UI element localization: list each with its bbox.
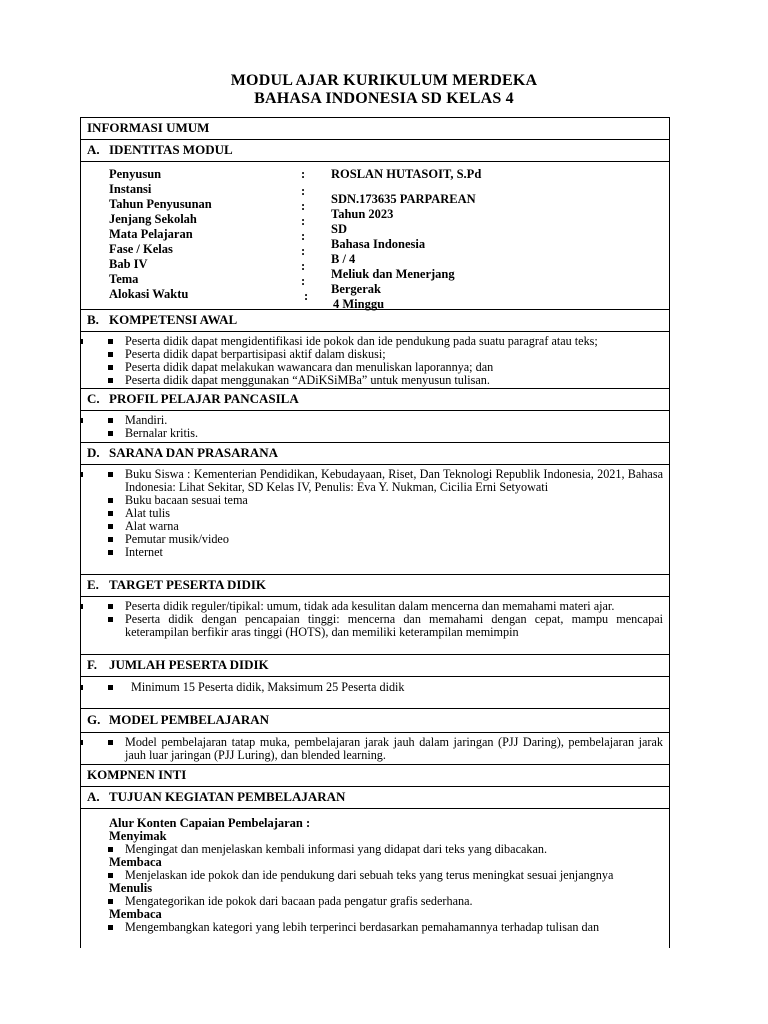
list-item: Peserta didik dapat menggunakan “ADiKSiMBa” untuk menyusun tulisan.: [81, 374, 669, 387]
identity-colon: :: [304, 289, 309, 303]
informasi-umum-header: [81, 118, 669, 140]
identity-colon: :: [301, 214, 306, 228]
kompetensi-list: [81, 335, 669, 387]
identity-label-penyusun: Penyusun: [109, 167, 162, 181]
list-item: Peserta didik dapat berpartisipasi aktif dalam diskusi;: [81, 348, 669, 361]
jumlah-list: [81, 681, 669, 694]
model-header: [81, 709, 669, 733]
jumlah-content: [81, 677, 669, 709]
identitas-content: [81, 162, 669, 310]
identity-label-jenjang: Jenjang Sekolah: [109, 212, 197, 226]
sarana-letter: D.: [87, 445, 100, 460]
list-item: Alat warna: [81, 520, 669, 533]
jumlah-header: [81, 655, 669, 677]
identity-value-tema: Meliuk dan Menerjang: [331, 267, 455, 281]
identity-label-tema: Tema: [109, 272, 139, 286]
identity-colon: :: [301, 244, 306, 258]
identitas-header: [81, 140, 669, 162]
profil-letter: C.: [87, 391, 100, 406]
identity-colon: :: [301, 199, 306, 213]
list-item: Mandiri.: [81, 414, 669, 427]
komponen-inti-label: KOMPNEN INTI: [87, 767, 187, 782]
target-content: [81, 597, 669, 655]
sarana-header: [81, 443, 669, 465]
identity-value-mapel: Bahasa Indonesia: [331, 237, 426, 251]
membaca-2-list: [81, 921, 663, 934]
list-item: Model pembelajaran tatap muka, pembelajaran jarak jauh dalam jaringan (PJJ Daring), pembelajaran jarak jauh luar jaringan (PJJ Luring), dan blended learning.: [81, 736, 669, 762]
identity-label-fase: Fase / Kelas: [109, 242, 173, 256]
profil-label: PROFIL PELAJAR PANCASILA: [109, 391, 299, 406]
list-item: Minimum 15 Peserta didik, Maksimum 25 Peserta didik: [81, 681, 669, 694]
target-header: [81, 575, 669, 597]
identity-label-alokasi: Alokasi Waktu: [109, 287, 189, 301]
list-item: Menjelaskan ide pokok dan ide pendukung dari sebuah teks yang terus meningkat sesuai jenjangnya: [81, 869, 663, 882]
tujuan-content: [81, 809, 669, 934]
subheading-menulis: Menulis: [109, 881, 153, 895]
model-letter: G.: [87, 712, 101, 727]
komponen-inti-header: [81, 765, 669, 787]
identity-value-penyusun: ROSLAN HUTASOIT, S.Pd: [331, 167, 482, 181]
identity-colon: :: [301, 167, 306, 181]
membaca-list: [81, 869, 663, 882]
list-item: Peserta didik dapat mengidentifikasi ide pokok dan ide pendukung pada suatu paragraf atau teks;: [81, 335, 669, 348]
tujuan-label: TUJUAN KEGIATAN PEMBELAJARAN: [109, 789, 346, 804]
document-title-line1: MODUL AJAR KURIKULUM MERDEKA: [230, 72, 538, 89]
subheading-menyimak: Menyimak: [109, 829, 167, 843]
model-list: [81, 736, 669, 762]
kompetensi-letter: B.: [87, 312, 99, 327]
identity-label-mapel: Mata Pelajaran: [109, 227, 193, 241]
menulis-list: [81, 895, 663, 908]
profil-header: [81, 389, 669, 411]
model-label: MODEL PEMBELAJARAN: [109, 712, 269, 727]
kompetensi-header: [81, 310, 669, 332]
list-item: Mengembangkan kategori yang lebih terperinci berdasarkan pemahamannya terhadap tulisan dan: [81, 921, 663, 934]
jumlah-letter: F.: [87, 657, 97, 672]
sarana-label: SARANA DAN PRASARANA: [109, 445, 279, 460]
menyimak-list: [81, 843, 663, 856]
target-list: [81, 600, 669, 639]
identity-label-bab: Bab IV: [109, 257, 148, 271]
identity-value-fase: B / 4: [331, 252, 356, 266]
sarana-content: [81, 465, 669, 575]
tujuan-header: [81, 787, 669, 809]
profil-content: [81, 411, 669, 443]
kompetensi-label: KOMPETENSI AWAL: [109, 312, 238, 327]
alur-title: Alur Konten Capaian Pembelajaran :: [109, 816, 311, 830]
list-item: Peserta didik reguler/tipikal: umum, tidak ada kesulitan dalam mencerna dan memahami materi ajar.: [81, 600, 669, 613]
list-item: Internet: [81, 546, 669, 559]
list-item: Buku Siswa : Kementerian Pendidikan, Kebudayaan, Riset, Dan Teknologi Republik Indonesia, 2021, Bahasa Indonesia: Lihat Sekitar, SD Kelas IV, Penulis: Eva Y. Nukman, Cicilia Erni Setyowati: [81, 468, 669, 494]
kompetensi-content: [81, 332, 669, 389]
jumlah-label: JUMLAH PESERTA DIDIK: [109, 657, 269, 672]
list-item: Alat tulis: [81, 507, 669, 520]
module-table: [80, 117, 670, 948]
list-item: Bernalar kritis.: [81, 427, 669, 440]
identity-colon: :: [301, 184, 306, 198]
tujuan-letter: A.: [87, 789, 100, 804]
identity-value-jenjang: SD: [331, 222, 347, 236]
identity-value-instansi: SDN.173635 PARPAREAN: [331, 192, 476, 206]
profil-list: [81, 414, 669, 440]
identity-label-instansi: Instansi: [109, 182, 152, 196]
list-item: Buku bacaan sesuai tema: [81, 494, 669, 507]
identity-label-tahun: Tahun Penyusunan: [109, 197, 212, 211]
identitas-letter: A.: [87, 142, 100, 157]
document-title-line2: BAHASA INDONESIA SD KELAS 4: [254, 90, 514, 107]
informasi-umum-label: INFORMASI UMUM: [87, 120, 210, 135]
target-letter: E.: [87, 577, 99, 592]
identity-colon: :: [301, 274, 306, 288]
subheading-membaca: Membaca: [109, 855, 162, 869]
list-item: Mengingat dan menjelaskan kembali informasi yang didapat dari teks yang dibacakan.: [81, 843, 663, 856]
identity-value-alokasi: 4 Minggu: [333, 297, 385, 311]
list-item: Pemutar musik/video: [81, 533, 669, 546]
identity-value-tahun: Tahun 2023: [331, 207, 394, 221]
identity-colon: :: [301, 229, 306, 243]
subheading-membaca-2: Membaca: [109, 907, 162, 921]
sarana-list: [81, 468, 669, 559]
list-item: Peserta didik dapat melakukan wawancara dan menuliskan laporannya; dan: [81, 361, 669, 374]
model-content: [81, 733, 669, 765]
target-label: TARGET PESERTA DIDIK: [109, 577, 267, 592]
list-item: Mengategorikan ide pokok dari bacaan pada pengatur grafis sederhana.: [81, 895, 663, 908]
identitas-label: IDENTITAS MODUL: [109, 142, 233, 157]
identity-colon: :: [301, 259, 306, 273]
list-item: Peserta didik dengan pencapaian tinggi: mencerna dan memahami dengan cepat, mampu mencapai keterampilan berfikir aras tinggi (HOTS), dan memiliki keterampilan memimpin: [81, 613, 669, 639]
identity-value-tema-cont: Bergerak: [331, 282, 381, 296]
